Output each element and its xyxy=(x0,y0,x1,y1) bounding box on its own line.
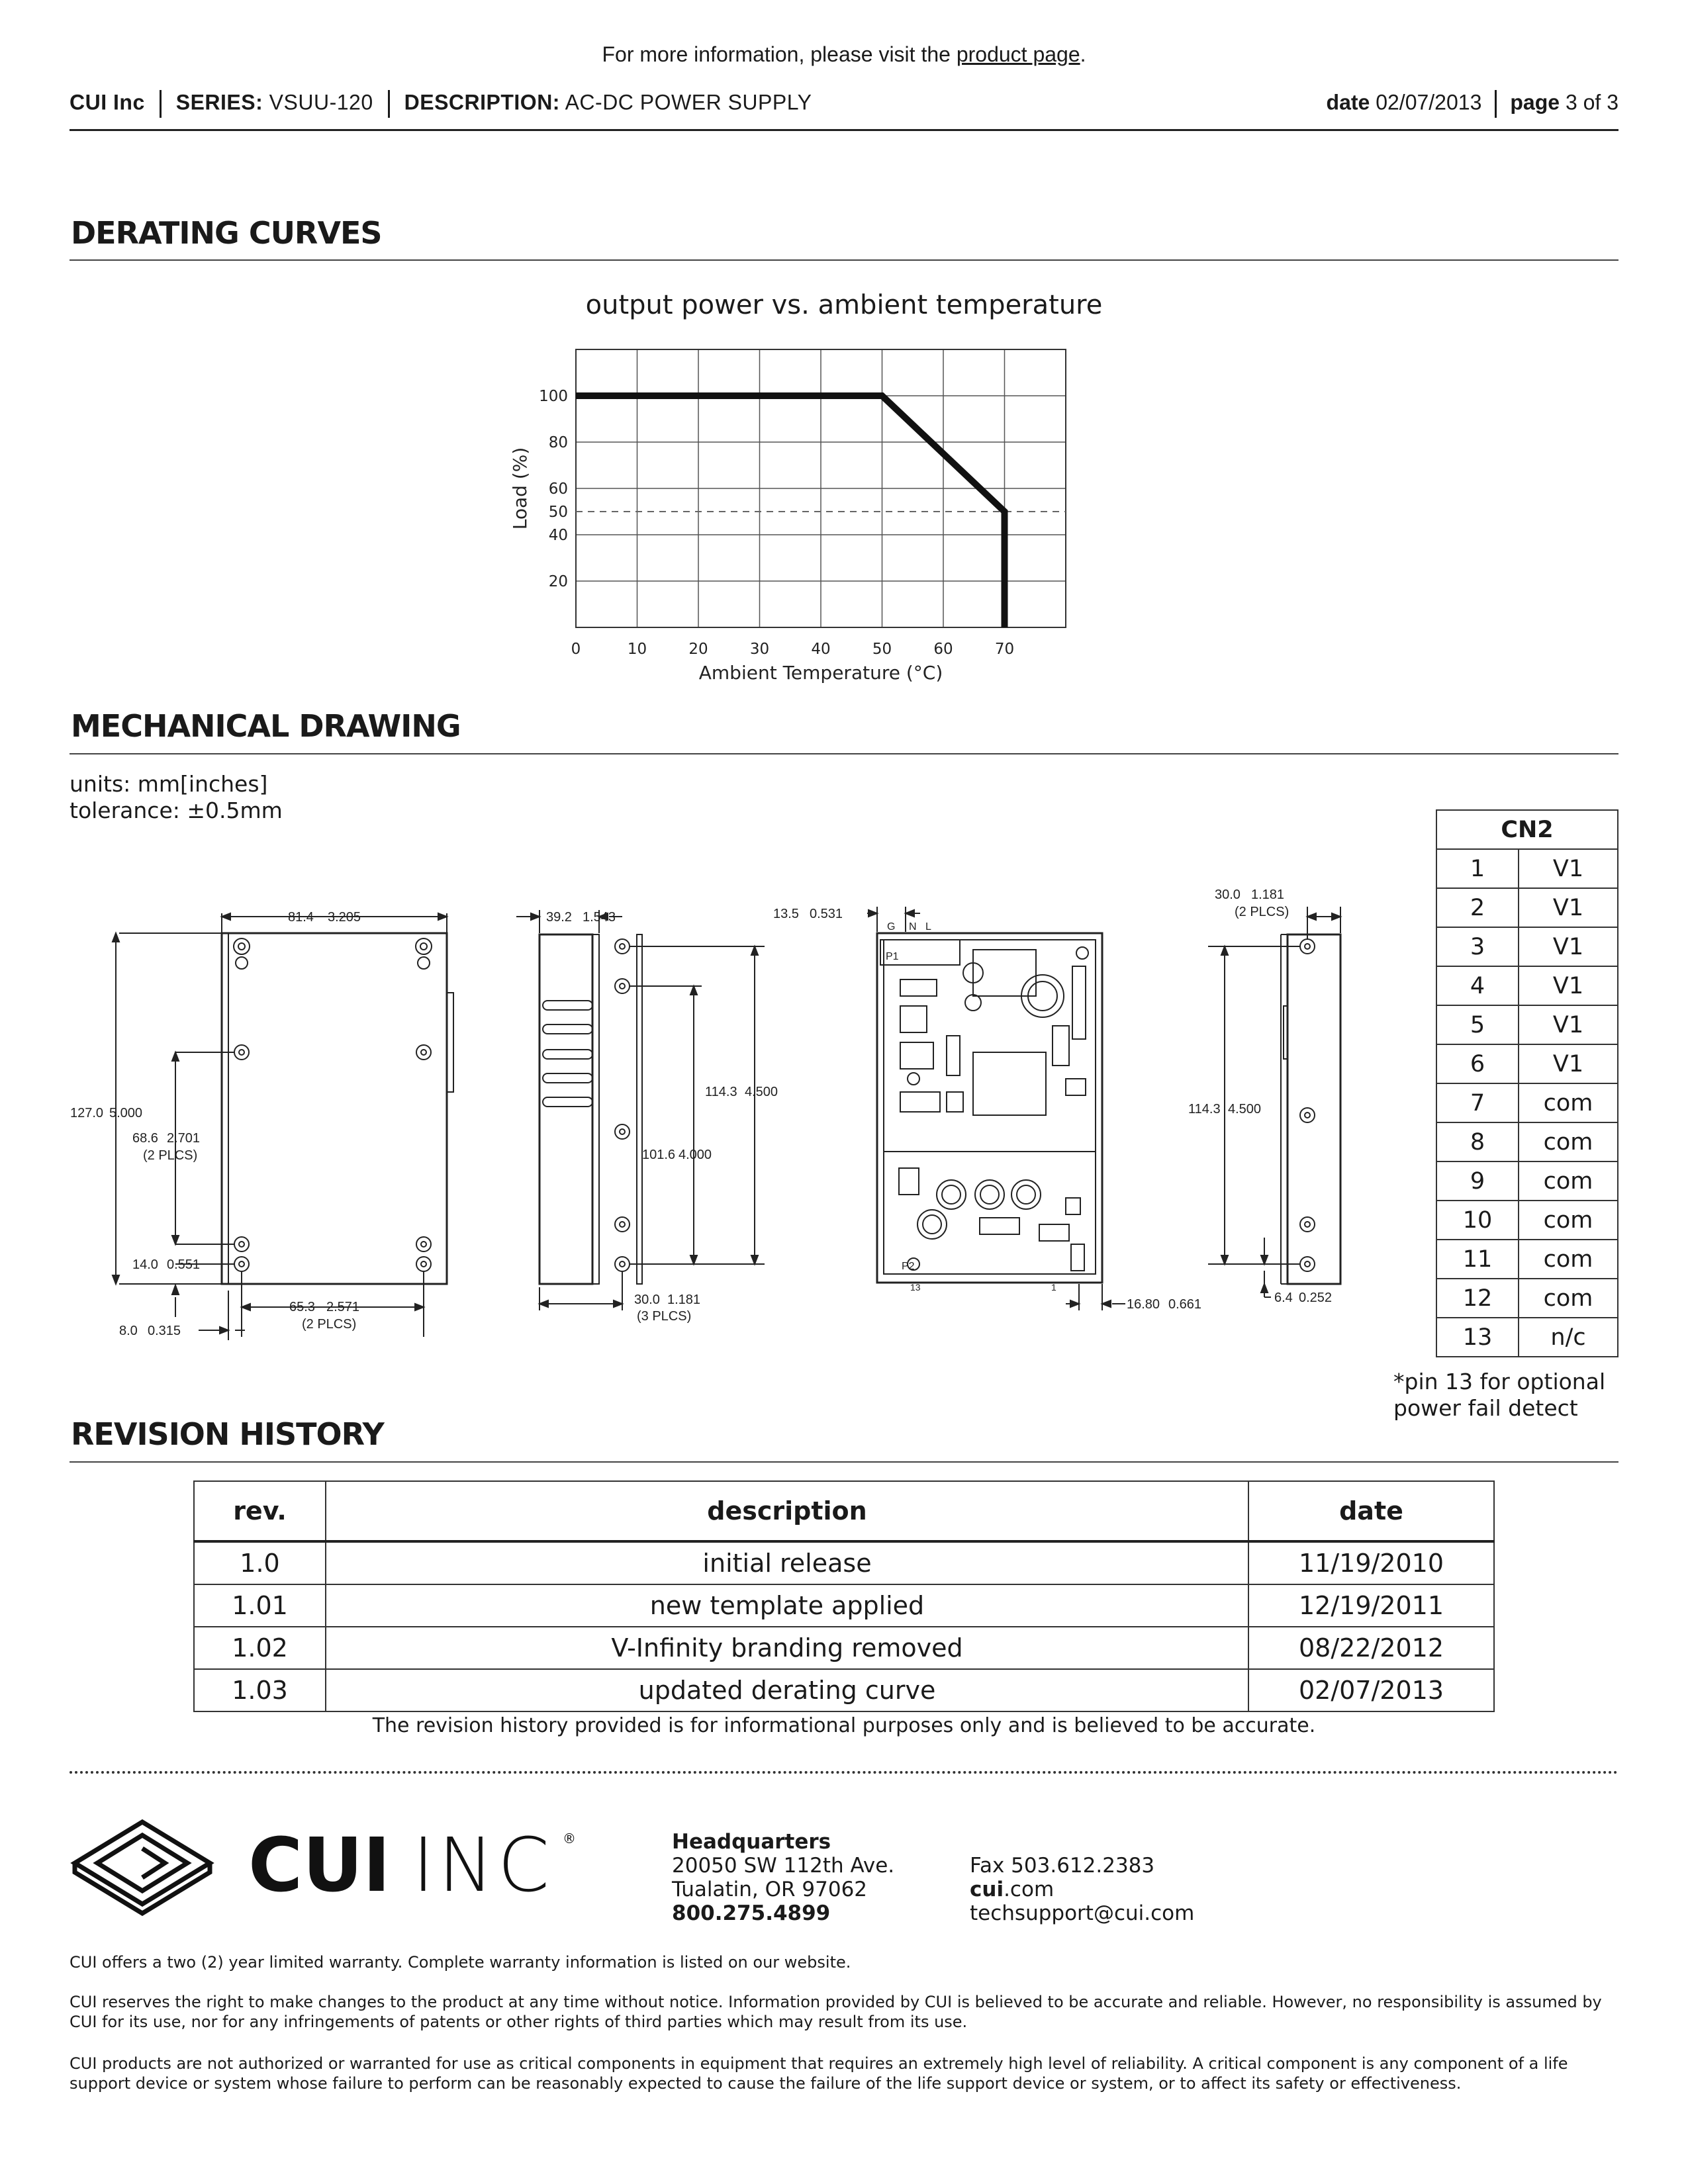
y-tick-label: 60 xyxy=(548,480,568,498)
dim-label: 68.6 xyxy=(132,1131,158,1146)
dim-label-inch: 2.571 xyxy=(326,1300,360,1314)
dim-label-inch: 0.661 xyxy=(1168,1297,1202,1312)
x-tick-label: 70 xyxy=(994,641,1015,658)
mount-hole xyxy=(234,1257,249,1271)
date-label: date xyxy=(1326,90,1370,114)
chart-title: output power vs. ambient temperature xyxy=(585,290,1103,320)
x-tick-label: 50 xyxy=(872,641,892,658)
cui-logo xyxy=(70,1817,576,1909)
doc-header-right xyxy=(1327,90,1618,118)
hq-phone: 800.275.4899 xyxy=(672,1901,831,1925)
dim-label: 8.0 xyxy=(119,1324,138,1338)
cn2-pin: 6 xyxy=(1436,1044,1519,1083)
dim-label: 127.0 xyxy=(70,1106,104,1120)
dim-label-inch: 1.543 xyxy=(583,910,616,925)
fax-number: Fax 503.612.2383 xyxy=(970,1854,1155,1878)
cn2-row xyxy=(1436,1161,1618,1201)
dim-label: 65.3 xyxy=(289,1300,315,1314)
dim-label-inch: 1.181 xyxy=(1251,887,1285,902)
table-row xyxy=(194,1541,1494,1584)
cn2-row xyxy=(1436,1005,1618,1044)
table-row xyxy=(194,1627,1494,1669)
cn2-row xyxy=(1436,927,1618,966)
dim-label: 13.5 xyxy=(773,907,799,921)
dim-label: 114.3 xyxy=(705,1085,737,1099)
dim-label: 114.3 xyxy=(1188,1102,1221,1116)
description-value: AC-DC POWER SUPPLY xyxy=(565,90,812,114)
rev-description: updated derating curve xyxy=(326,1669,1248,1711)
critical-text: CUI products are not authorized or warranted for use as critical components in equipment that requires an extremely high level of reliability. A critical component is any component of a life support device or system whose failure to perform can be reasonably expected to cause the failure of the life support device or system, or to affect its safety or effectiveness. xyxy=(70,2054,1568,2093)
dim-label: 6.4 xyxy=(1274,1291,1293,1305)
mount-hole xyxy=(234,938,250,954)
dim-label: 39.2 xyxy=(546,910,572,925)
rev-date: 08/22/2012 xyxy=(1248,1627,1494,1669)
mount-hole xyxy=(615,979,630,993)
section-rule xyxy=(70,259,1618,261)
cn2-note-line1: *pin 13 for optional xyxy=(1393,1369,1606,1394)
top-note-text: For more information, please visit the xyxy=(602,42,957,66)
dim-label-inch: 1.181 xyxy=(667,1293,701,1307)
rev-number: 1.01 xyxy=(194,1584,326,1627)
x-tick-label: 40 xyxy=(811,641,831,658)
section-rule xyxy=(70,1461,1618,1463)
mount-hole xyxy=(416,1045,431,1060)
table-row xyxy=(194,1584,1494,1627)
dim-label: 14.0 xyxy=(132,1257,158,1272)
rev-description: V-Infinity branding removed xyxy=(326,1627,1248,1669)
cn2-row xyxy=(1436,1318,1618,1357)
cn2-function: V1 xyxy=(1519,927,1618,966)
y-tick-label: 100 xyxy=(539,388,568,405)
cn2-function: com xyxy=(1519,1122,1618,1161)
mount-hole xyxy=(615,1257,630,1271)
revision-note: The revision history provided is for informational purposes only and is believed to be accurate. xyxy=(372,1714,1316,1737)
pin-label-13: 13 xyxy=(910,1282,921,1293)
divider xyxy=(160,90,162,118)
dim-note: (3 PLCS) xyxy=(637,1309,692,1324)
cn2-body xyxy=(1436,849,1618,1357)
x-tick-label: 0 xyxy=(571,641,581,658)
cn2-pin: 3 xyxy=(1436,927,1519,966)
dim-label-inch: 2.701 xyxy=(167,1131,201,1146)
rev-description: new template applied xyxy=(326,1584,1248,1627)
dim-label-inch: 4.500 xyxy=(1228,1102,1262,1116)
dim-label: 81.4 xyxy=(288,910,314,925)
mount-hole xyxy=(236,957,248,969)
rev-date: 02/07/2013 xyxy=(1248,1669,1494,1711)
rev-date: 12/19/2011 xyxy=(1248,1584,1494,1627)
top-note xyxy=(0,42,1688,67)
cn2-function: com xyxy=(1519,1279,1618,1318)
rev-number: 1.03 xyxy=(194,1669,326,1711)
rev-number: 1.02 xyxy=(194,1627,326,1669)
rev-number: 1.0 xyxy=(194,1541,326,1584)
x-tick-label: 30 xyxy=(749,641,770,658)
mount-hole xyxy=(416,1257,431,1271)
cn2-pin: 1 xyxy=(1436,849,1519,888)
cn2-pin: 13 xyxy=(1436,1318,1519,1357)
terminal-label-l: L xyxy=(925,921,931,933)
col-header-rev: rev. xyxy=(194,1481,326,1541)
mount-hole xyxy=(234,1045,249,1060)
cn2-function: V1 xyxy=(1519,1005,1618,1044)
derating-chart xyxy=(490,338,1086,688)
product-page-link[interactable]: product page xyxy=(956,42,1080,66)
revision-body xyxy=(194,1541,1494,1711)
hq-address-line1: 20050 SW 112th Ave. xyxy=(672,1854,895,1878)
dim-label-inch: 0.551 xyxy=(167,1257,201,1272)
dim-label: 30.0 xyxy=(634,1293,660,1307)
reserve-text: CUI reserves the right to make changes to the product at any time without notice. Information provided by CUI is believed to be accurate and reliable. However, no responsibility is assumed by CUI for its use, nor for any infringements of patents or other rights of third parties which may result from its use. xyxy=(70,1993,1602,2031)
mount-hole xyxy=(615,939,630,954)
cn2-function: com xyxy=(1519,1201,1618,1240)
date-value: 02/07/2013 xyxy=(1376,90,1482,114)
mount-hole xyxy=(1300,1217,1315,1232)
y-tick-label: 50 xyxy=(548,504,568,521)
dim-note: (2 PLCS) xyxy=(302,1317,357,1332)
cn2-function: V1 xyxy=(1519,966,1618,1005)
revision-table xyxy=(193,1480,1495,1712)
cn2-pin: 2 xyxy=(1436,888,1519,927)
pin-label-1: 1 xyxy=(1051,1282,1056,1293)
divider xyxy=(388,90,390,118)
side-view xyxy=(516,910,765,1310)
mount-hole xyxy=(1300,939,1315,954)
cn2-pin: 4 xyxy=(1436,966,1519,1005)
contact-block xyxy=(970,1854,1194,1925)
hq-address-line2: Tualatin, OR 97062 xyxy=(672,1878,868,1901)
top-view xyxy=(113,913,453,1340)
cn2-pin: 11 xyxy=(1436,1240,1519,1279)
cn2-function: com xyxy=(1519,1240,1618,1279)
y-tick-label: 20 xyxy=(548,573,568,590)
y-axis-label: Load (%) xyxy=(509,447,531,530)
dim-label-inch: 5.000 xyxy=(109,1106,143,1120)
top-note-suffix: . xyxy=(1080,42,1086,66)
dim-label-inch: 0.531 xyxy=(810,907,843,921)
dim-note: (2 PLCS) xyxy=(143,1148,198,1163)
dim-label-inch: 0.252 xyxy=(1299,1291,1333,1305)
company-name: CUI Inc xyxy=(70,90,145,114)
cn2-pin: 9 xyxy=(1436,1161,1519,1201)
header-rule xyxy=(70,129,1618,131)
dim-label-inch: 4.000 xyxy=(679,1148,712,1162)
section-title-mechanical: MECHANICAL DRAWING xyxy=(71,708,461,744)
connector-label-p1: P1 xyxy=(886,951,899,962)
cn2-row xyxy=(1436,966,1618,1005)
logo-text-thin: INC xyxy=(412,1823,554,1909)
doc-header xyxy=(70,90,812,118)
mechanical-drawing xyxy=(60,874,1397,1363)
cn2-function: V1 xyxy=(1519,888,1618,927)
support-email[interactable]: techsupport@cui.com xyxy=(970,1901,1195,1925)
mount-hole xyxy=(615,1217,630,1232)
hq-title: Headquarters xyxy=(672,1830,831,1854)
dim-label: 101.6 xyxy=(642,1148,676,1162)
cn2-function: V1 xyxy=(1519,1044,1618,1083)
x-tick-label: 60 xyxy=(933,641,953,658)
cn2-row xyxy=(1436,849,1618,888)
section-title-revision: REVISION HISTORY xyxy=(71,1416,384,1452)
mount-hole xyxy=(418,957,430,969)
tolerance-text: tolerance: ±0.5mm xyxy=(70,797,283,823)
connector-label-p2: P2 xyxy=(902,1261,915,1272)
warranty-text: CUI offers a two (2) year limited warranty. Complete warranty information is listed on our website. xyxy=(70,1953,851,1972)
units-text: units: mm[inches] xyxy=(70,771,268,797)
logo-text-bold: CUI xyxy=(248,1823,391,1909)
page-value: 3 of 3 xyxy=(1565,90,1618,114)
dim-note: (2 PLCS) xyxy=(1235,905,1289,919)
description-label: DESCRIPTION: xyxy=(404,90,560,114)
terminal-label-g: G xyxy=(887,921,896,933)
rev-description: initial release xyxy=(326,1541,1248,1584)
cn2-pin: 12 xyxy=(1436,1279,1519,1318)
table-row xyxy=(194,1669,1494,1711)
cn2-title: CN2 xyxy=(1436,810,1618,849)
cn2-row xyxy=(1436,1240,1618,1279)
pcb-view xyxy=(867,907,1125,1310)
cn2-pin: 8 xyxy=(1436,1122,1519,1161)
divider xyxy=(1495,90,1497,118)
x-axis-label: Ambient Temperature (°C) xyxy=(698,662,943,684)
x-tick-label: 10 xyxy=(627,641,647,658)
col-header-description: description xyxy=(326,1481,1248,1541)
mount-hole xyxy=(416,938,432,954)
dim-label-inch: 3.205 xyxy=(328,910,361,925)
x-tick-label: 20 xyxy=(688,641,708,658)
section-rule xyxy=(70,753,1618,754)
website-domain: cui xyxy=(970,1878,1004,1901)
dim-label: 16.80 xyxy=(1127,1297,1160,1312)
mount-hole xyxy=(234,1237,249,1251)
page-label: page xyxy=(1510,90,1560,114)
cn2-function: com xyxy=(1519,1083,1618,1122)
cn2-note-line2: power fail detect xyxy=(1393,1395,1578,1421)
cn2-pin: 7 xyxy=(1436,1083,1519,1122)
mount-hole xyxy=(1300,1108,1315,1122)
col-header-date: date xyxy=(1248,1481,1494,1541)
cn2-row xyxy=(1436,1083,1618,1122)
cn2-row xyxy=(1436,1279,1618,1318)
series-label: SERIES: xyxy=(175,90,263,114)
mount-hole xyxy=(416,1237,431,1251)
website-link[interactable] xyxy=(970,1878,1194,1901)
y-tick-label: 80 xyxy=(548,434,568,451)
website-tld: .com xyxy=(1004,1878,1055,1901)
cn2-row xyxy=(1436,1044,1618,1083)
y-tick-label: 40 xyxy=(548,527,568,544)
dotted-divider xyxy=(70,1771,1618,1774)
section-title-derating: DERATING CURVES xyxy=(71,215,382,251)
cn2-function: V1 xyxy=(1519,849,1618,888)
cn2-table xyxy=(1436,809,1618,1357)
dim-label-inch: 0.315 xyxy=(148,1324,181,1338)
logo-mark-icon xyxy=(75,1822,210,1913)
terminal-label-n: N xyxy=(909,921,917,933)
cn2-function: com xyxy=(1519,1161,1618,1201)
cn2-pin: 10 xyxy=(1436,1201,1519,1240)
hq-block xyxy=(672,1830,894,1925)
logo-registered: ® xyxy=(563,1831,576,1846)
cn2-row xyxy=(1436,888,1618,927)
mount-hole xyxy=(1300,1257,1315,1271)
mount-hole xyxy=(615,1124,630,1139)
dim-label-inch: 4.500 xyxy=(745,1085,778,1099)
cn2-function: n/c xyxy=(1519,1318,1618,1357)
series-value: VSUU-120 xyxy=(269,90,373,114)
cn2-pin: 5 xyxy=(1436,1005,1519,1044)
cn2-row xyxy=(1436,1122,1618,1161)
dim-label: 30.0 xyxy=(1215,887,1241,902)
cn2-row xyxy=(1436,1201,1618,1240)
rev-date: 11/19/2010 xyxy=(1248,1541,1494,1584)
